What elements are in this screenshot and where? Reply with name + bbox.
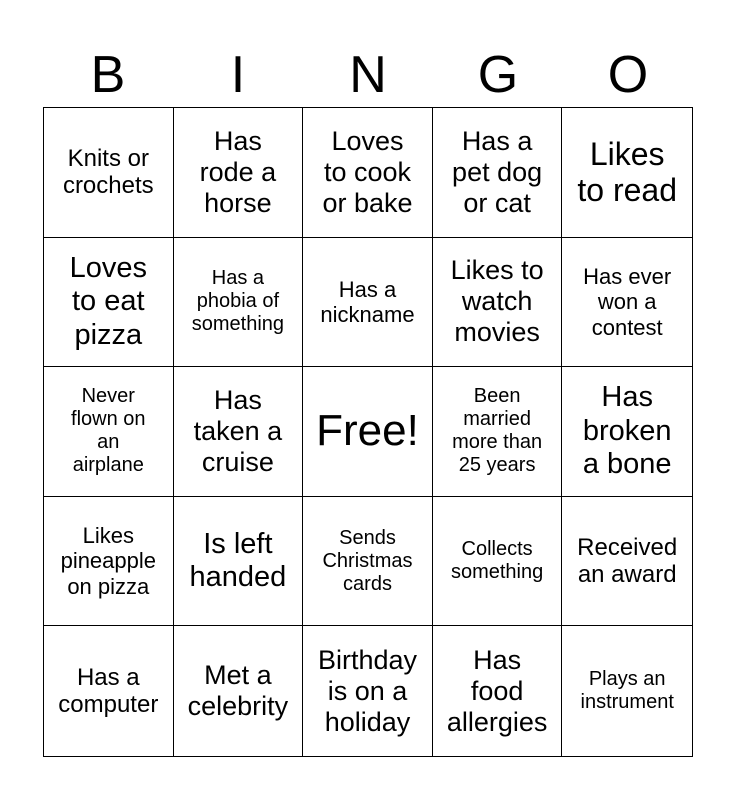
bingo-header — [43, 42, 693, 108]
header-letter-i: I — [230, 46, 246, 104]
bingo-cell[interactable]: Has a computer — [44, 626, 174, 756]
bingo-cell[interactable]: Met a celebrity — [174, 626, 304, 756]
bingo-cell[interactable]: Has a nickname — [303, 238, 433, 368]
header-letter-n: N — [349, 46, 387, 104]
bingo-cell[interactable]: Has taken a cruise — [174, 367, 304, 497]
bingo-cell[interactable]: Has rode a horse — [174, 108, 304, 238]
bingo-cell[interactable]: Never flown on an airplane — [44, 367, 174, 497]
bingo-cell[interactable]: Birthday is on a holiday — [303, 626, 433, 756]
bingo-cell[interactable]: Collects something — [433, 497, 563, 627]
bingo-cell[interactable]: Has a pet dog or cat — [433, 108, 563, 238]
bingo-cell[interactable]: Knits or crochets — [44, 108, 174, 238]
bingo-cell[interactable]: Plays an instrument — [580, 668, 674, 714]
header-letter-o: O — [607, 46, 649, 104]
free-space-cell[interactable]: Free! — [303, 367, 433, 497]
bingo-cell[interactable]: Likes to read — [562, 108, 692, 238]
header-letter-g: G — [477, 46, 519, 104]
bingo-cell[interactable]: Likes to watch movies — [433, 238, 563, 368]
bingo-cell[interactable]: Been married more than 25 years — [433, 367, 563, 497]
bingo-cell[interactable]: Likes pineapple on pizza — [44, 497, 174, 627]
bingo-board — [43, 107, 693, 757]
bingo-cell[interactable]: Has broken a bone — [562, 367, 692, 497]
bingo-cell[interactable]: Has a phobia of something — [174, 238, 304, 368]
bingo-cell[interactable]: Sends Christmas cards — [303, 497, 433, 627]
bingo-cell[interactable]: Loves to eat pizza — [44, 238, 174, 368]
bingo-cell[interactable]: Has ever won a contest — [562, 238, 692, 368]
bingo-cell[interactable]: Loves to cook or bake — [303, 108, 433, 238]
bingo-cell[interactable]: Received an award — [562, 497, 692, 627]
header-letter-b: B — [90, 46, 126, 104]
bingo-cell[interactable]: Is left handed — [174, 497, 304, 627]
bingo-cell[interactable]: Has food allergies — [433, 626, 563, 756]
